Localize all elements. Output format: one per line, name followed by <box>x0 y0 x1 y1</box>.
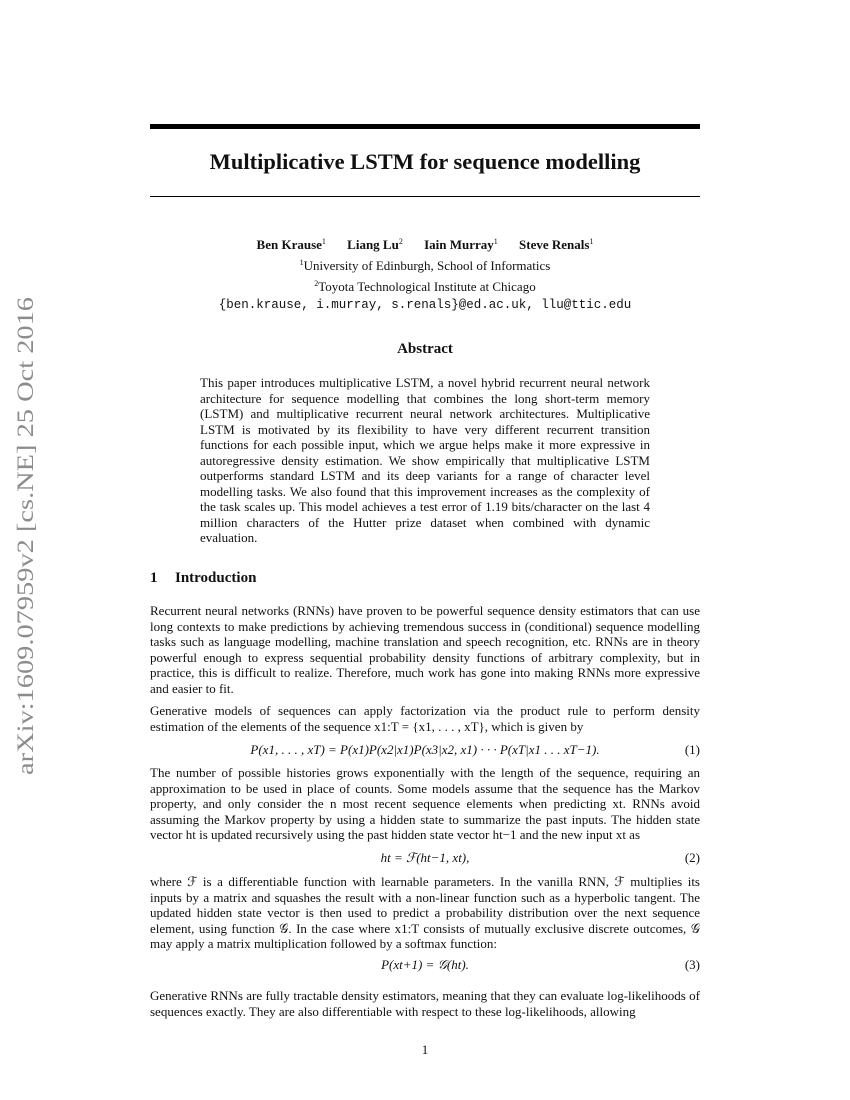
author-emails: {ben.krause, i.murray, s.renals}@ed.ac.uk, llu@ttic.edu <box>218 298 632 312</box>
body-paragraph: Recurrent neural networks (RNNs) have proven to be powerful sequence density estimators that can use long contexts to make predictions by achieving tremendous success in (conditional) sequence modelling tasks such as language modelling, machine translation and speech recognition, etc. RNNs are in theory powerful enough to express sequential probability density functions of arbitrary complexity, but in practice, this is difficult to realize. Therefore, much work has gone into making RNNs more expressive and easier to fit. <box>150 603 700 696</box>
author-name: Liang Lu <box>347 237 399 252</box>
equation <box>150 956 700 974</box>
arxiv-identifier-stamp <box>2 296 46 776</box>
equation-number: (1) <box>684 742 700 757</box>
title-bottom-rule <box>150 196 700 197</box>
author-list <box>150 233 700 254</box>
author-affil-mark: 2 <box>398 237 403 246</box>
author <box>257 233 326 254</box>
equation <box>150 849 700 867</box>
body-paragraph: Generative RNNs are fully tractable density estimators, meaning that they can evaluate log-likelihoods of sequences exactly. They are also differentiable with respect to these log-likelihoods, allowing <box>150 988 700 1019</box>
affiliation-text: University of Edinburgh, School of Informatics <box>303 258 551 273</box>
equation <box>150 741 700 759</box>
affiliation-text: Toyota Technological Institute at Chicago <box>318 279 536 294</box>
author <box>347 233 403 254</box>
affiliation-mark: 2 <box>314 279 319 288</box>
affiliation <box>150 275 700 296</box>
author-name: Steve Renals <box>519 237 590 252</box>
author-affil-mark: 1 <box>493 237 498 246</box>
section-heading <box>150 568 256 588</box>
paper-title: Multiplicative LSTM for sequence modelling <box>209 149 641 174</box>
author-name: Iain Murray <box>424 237 494 252</box>
arxiv-stamp-text: arXiv:1609.07959v2 [cs.NE] 25 Oct 2016 <box>13 387 38 775</box>
equation-number: (2) <box>684 850 700 865</box>
body-paragraph: where ℱ is a differentiable function with learnable parameters. In the vanilla RNN, ℱ multiplies its inputs by a matrix and squashes the result with a non-linear function such as a hyperbolic tangent. The updated hidden state vector is then used to predict a probability distribution over the next sequence element, using function 𝒢. In the case where x1:T consists of mutually exclusive discrete outcomes, 𝒢 may apply a matrix multiplication followed by a softmax function: <box>150 874 700 952</box>
equation-number: (3) <box>684 957 700 972</box>
author <box>519 233 593 254</box>
author-block <box>150 233 700 314</box>
body-paragraph: The number of possible histories grows exponentially with the length of the sequence, requiring an approximation to be used in place of counts. Some models assume that the sequence has the Markov property, and only consider the n most recent sequence elements when predicting xt. RNNs avoid assuming the Markov property by using a hidden state to summarize the past inputs. The hidden state vector ht is updated recursively using the past hidden state vector ht−1 and the new input xt as <box>150 765 700 843</box>
section-number: 1 <box>150 570 158 586</box>
author-affil-mark: 1 <box>321 237 326 246</box>
affiliation-mark: 1 <box>299 258 304 267</box>
author-name: Ben Krause <box>256 237 322 252</box>
section-title: Introduction <box>175 570 257 586</box>
author <box>424 233 498 254</box>
body-paragraph: Generative models of sequences can apply factorization via the product rule to perform density estimation of the elements of the sequence x1:T = {x1, . . . , xT}, which is given by <box>150 703 700 734</box>
title-top-rule <box>150 124 700 129</box>
equation-expression: P(x1, . . . , xT) = P(x1)P(x2|x1)P(x3|x2, x1) · · · P(xT|x1 . . . xT−1). <box>250 742 600 757</box>
author-affil-mark: 1 <box>589 237 594 246</box>
equation-expression: P(xt+1) = 𝒢(ht). <box>381 957 469 972</box>
affiliation <box>150 254 700 275</box>
abstract-body: This paper introduces multiplicative LSTM, a novel hybrid recurrent neural network architecture for sequence modelling that combines the long short-term memory (LSTM) and multiplicative recurrent neural network architectures. Multiplicative LSTM is motivated by its flexibility to have very different recurrent transition functions for each possible input, which we argue helps make it more expressive in autoregressive density estimation. We show empirically that multiplicative LSTM outperforms standard LSTM and its deep variants for a range of character level modelling tasks. We also found that this improvement increases as the complexity of the task scales up. This model achieves a test error of 1.19 bits/character on the last 4 million characters of the Hutter prize dataset when combined with dynamic evaluation. <box>200 375 650 545</box>
equation-expression: ht = ℱ(ht−1, xt), <box>380 850 470 865</box>
abstract-heading: Abstract <box>397 341 453 357</box>
page-number: 1 <box>421 1042 429 1057</box>
